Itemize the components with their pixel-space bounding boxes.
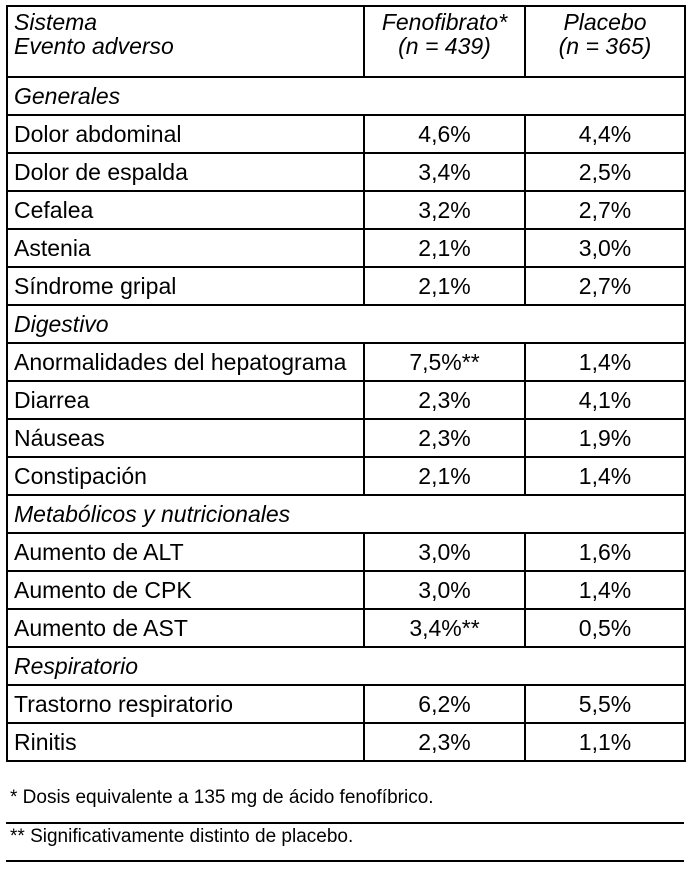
event-cell: Constipación [7,457,364,495]
event-cell: Astenia [7,229,364,267]
event-cell: Cefalea [7,191,364,229]
fenofibrato-cell: 2,1% [364,457,525,495]
header-system-event [7,6,364,77]
table-row [7,381,685,419]
placebo-cell: 2,7% [525,191,685,229]
section-title: Metabólicos y nutricionales [7,495,685,533]
table-row [7,685,685,723]
placebo-cell: 1,4% [525,571,685,609]
event-cell: Aumento de ALT [7,533,364,571]
fenofibrato-cell: 6,2% [364,685,525,723]
table-body [7,6,685,761]
fenofibrato-cell: 2,3% [364,723,525,761]
footnote-divider [6,822,684,824]
header-row [7,6,685,77]
placebo-cell: 4,4% [525,115,685,153]
table-row [7,723,685,761]
section-row [7,305,685,343]
header-system-label: Sistema [14,9,98,35]
fenofibrato-cell: 2,3% [364,381,525,419]
table-row [7,115,685,153]
fenofibrato-cell: 3,4%** [364,609,525,647]
fenofibrato-cell: 2,3% [364,419,525,457]
fenofibrato-cell: 2,1% [364,267,525,305]
event-cell: Aumento de AST [7,609,364,647]
table-row [7,457,685,495]
header-event-label: Evento adverso [14,33,174,59]
placebo-cell: 2,7% [525,267,685,305]
header-fenofibrato [364,6,525,77]
event-cell: Anormalidades del hepatograma [7,343,364,381]
event-cell: Diarrea [7,381,364,419]
bottom-rule [6,860,684,862]
footnote-significance: ** Significativamente distinto de placebo. [10,826,354,847]
footnote-dose: * Dosis equivalente a 135 mg de ácido fenofíbrico. [10,787,434,808]
section-row [7,495,685,533]
placebo-cell: 5,5% [525,685,685,723]
fenofibrato-cell: 3,4% [364,153,525,191]
section-title: Generales [7,77,685,115]
placebo-cell: 1,6% [525,533,685,571]
header-fenofibrato-n: (n = 439) [398,33,491,59]
section-row [7,647,685,685]
placebo-cell: 0,5% [525,609,685,647]
event-cell: Rinitis [7,723,364,761]
table-row [7,419,685,457]
header-placebo-label: Placebo [563,9,647,35]
section-row [7,77,685,115]
table-row [7,229,685,267]
table-row [7,343,685,381]
placebo-cell: 3,0% [525,229,685,267]
table-row [7,609,685,647]
table-row [7,571,685,609]
header-placebo [525,6,685,77]
placebo-cell: 1,4% [525,457,685,495]
fenofibrato-cell: 2,1% [364,229,525,267]
event-cell: Aumento de CPK [7,571,364,609]
adverse-events-table [6,5,686,762]
event-cell: Dolor abdominal [7,115,364,153]
event-cell: Dolor de espalda [7,153,364,191]
placebo-cell: 1,9% [525,419,685,457]
placebo-cell: 4,1% [525,381,685,419]
section-title: Digestivo [7,305,685,343]
fenofibrato-cell: 3,0% [364,571,525,609]
header-placebo-n: (n = 365) [558,33,652,59]
placebo-cell: 1,1% [525,723,685,761]
fenofibrato-cell: 4,6% [364,115,525,153]
event-cell: Trastorno respiratorio [7,685,364,723]
fenofibrato-cell: 7,5%** [364,343,525,381]
header-fenofibrato-label: Fenofibrato* [381,9,508,35]
fenofibrato-cell: 3,2% [364,191,525,229]
placebo-cell: 1,4% [525,343,685,381]
event-cell: Síndrome gripal [7,267,364,305]
fenofibrato-cell: 3,0% [364,533,525,571]
placebo-cell: 2,5% [525,153,685,191]
table-row [7,191,685,229]
event-cell: Náuseas [7,419,364,457]
table-row [7,153,685,191]
table-row [7,267,685,305]
table-row [7,533,685,571]
section-title: Respiratorio [7,647,685,685]
